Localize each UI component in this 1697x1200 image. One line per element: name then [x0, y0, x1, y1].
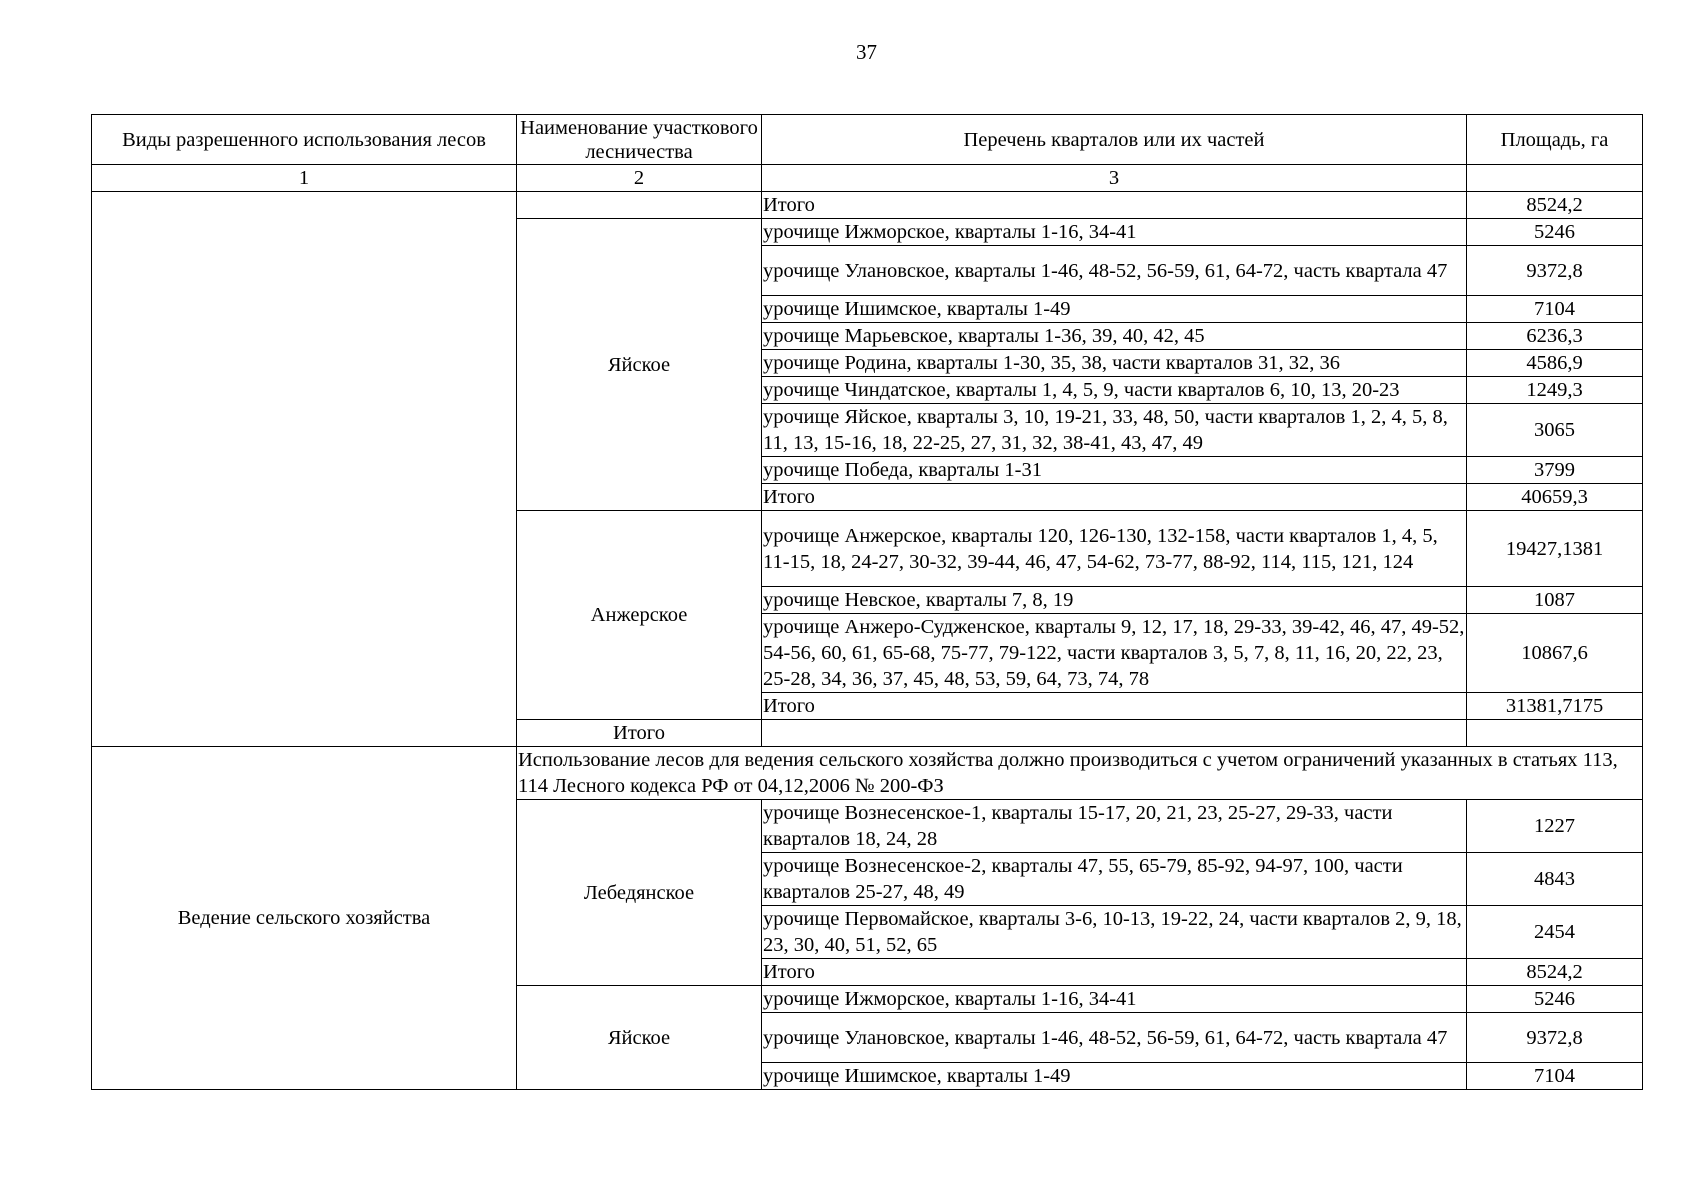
area-cell: 40659,3 [1467, 484, 1643, 511]
area-cell: 1249,3 [1467, 377, 1643, 404]
area-cell: 4843 [1467, 853, 1643, 906]
header-quarters-list: Перечень кварталов или их частей [762, 115, 1467, 165]
column-number: 1 [92, 165, 517, 192]
grand-total-label: Итого [517, 720, 762, 747]
area-cell: 5246 [1467, 219, 1643, 246]
area-cell: 8524,2 [1467, 192, 1643, 219]
area-cell: 7104 [1467, 1063, 1643, 1090]
forestry-name-yaiskoe: Яйское [517, 219, 762, 511]
header-area: Площадь, га [1467, 115, 1643, 165]
quarters-cell-empty [1467, 720, 1643, 747]
quarters-cell: урочище Анжеро-Судженское, кварталы 9, 12, 17, 18, 29-33, 39-42, 46, 47, 49-52, 54-56, 60, 61, 65-68, 75-77, 79-122, части кварталов 3, 5, 7, 8, 11, 16, 20, 22, 23, 25-28, 34, 36, 37, 45, 48, 53, 59, 64, 73, 74, 78 [762, 614, 1467, 693]
quarters-cell: урочище Улановское, кварталы 1-46, 48-52, 56-59, 61, 64-72, часть квартала 47 [762, 1013, 1467, 1063]
use-type-agriculture: Ведение сельского хозяйства [92, 747, 517, 1090]
header-use-type: Виды разрешенного использования лесов [92, 115, 517, 165]
area-cell: 31381,7175 [1467, 693, 1643, 720]
quarters-cell: урочище Невское, кварталы 7, 8, 19 [762, 587, 1467, 614]
area-cell: 9372,8 [1467, 1013, 1643, 1063]
forestry-name-lebedyanskoe: Лебедянское [517, 800, 762, 986]
forest-use-table [91, 114, 1643, 1090]
forestry-cell-empty [762, 720, 1467, 747]
area-cell: 8524,2 [1467, 959, 1643, 986]
area-cell: 9372,8 [1467, 246, 1643, 296]
forestry-name-anzherskoe: Анжерское [517, 511, 762, 720]
area-cell: 2454 [1467, 906, 1643, 959]
quarters-cell: урочище Ижморское, кварталы 1-16, 34-41 [762, 219, 1467, 246]
area-cell: 4586,9 [1467, 350, 1643, 377]
quarters-cell: урочище Вознесенское-1, кварталы 15-17, 20, 21, 23, 25-27, 29-33, части кварталов 18, 24, 28 [762, 800, 1467, 853]
header-forestry-name: Наименование участкового лесничества [517, 115, 762, 165]
forestry-cell-empty [517, 192, 762, 219]
column-number: 2 [517, 165, 762, 192]
area-cell: 3799 [1467, 457, 1643, 484]
area-cell: 1227 [1467, 800, 1643, 853]
area-cell: 5246 [1467, 986, 1643, 1013]
quarters-cell: урочище Чиндатское, кварталы 1, 4, 5, 9, части кварталов 6, 10, 13, 20-23 [762, 377, 1467, 404]
quarters-cell: урочище Ижморское, кварталы 1-16, 34-41 [762, 986, 1467, 1013]
quarters-cell: урочище Ишимское, кварталы 1-49 [762, 296, 1467, 323]
area-cell: 10867,6 [1467, 614, 1643, 693]
column-number: 3 [762, 165, 1467, 192]
area-cell: 7104 [1467, 296, 1643, 323]
quarters-cell: Итого [762, 484, 1467, 511]
quarters-cell: урочище Ишимское, кварталы 1-49 [762, 1063, 1467, 1090]
quarters-cell: Итого [762, 192, 1467, 219]
note-row [92, 747, 1643, 800]
quarters-cell: урочище Улановское, кварталы 1-46, 48-52, 56-59, 61, 64-72, часть квартала 47 [762, 246, 1467, 296]
quarters-cell: урочище Анжерское, кварталы 120, 126-130, 132-158, части кварталов 1, 4, 5, 11-15, 18, 24-27, 30-32, 39-44, 46, 47, 54-62, 73-77, 88-92, 114, 115, 121, 124 [762, 511, 1467, 587]
quarters-cell: урочище Победа, кварталы 1-31 [762, 457, 1467, 484]
quarters-cell: урочище Марьевское, кварталы 1-36, 39, 40, 42, 45 [762, 323, 1467, 350]
quarters-cell: Итого [762, 959, 1467, 986]
column-number-row [92, 165, 1643, 192]
area-cell: 1087 [1467, 587, 1643, 614]
quarters-cell: урочище Яйское, кварталы 3, 10, 19-21, 33, 48, 50, части кварталов 1, 2, 4, 5, 8, 11, 13, 15-16, 18, 22-25, 27, 31, 32, 38-41, 43, 47, 49 [762, 404, 1467, 457]
table-row [92, 192, 1643, 219]
area-cell: 6236,3 [1467, 323, 1643, 350]
quarters-cell: Итого [762, 693, 1467, 720]
table-header-row [92, 115, 1643, 165]
area-cell: 3065 [1467, 404, 1643, 457]
agriculture-note: Использование лесов для ведения сельского хозяйства должно производиться с учетом ограничений указанных в статьях 113, 114 Лесного кодекса РФ от 04,12,2006 № 200-ФЗ [517, 747, 1643, 800]
quarters-cell: урочище Родина, кварталы 1-30, 35, 38, части кварталов 31, 32, 36 [762, 350, 1467, 377]
forestry-name-yaiskoe: Яйское [517, 986, 762, 1090]
page-number: 37 [856, 40, 877, 64]
column-number [1467, 165, 1643, 192]
quarters-cell: урочище Первомайское, кварталы 3-6, 10-13, 19-22, 24, части кварталов 2, 9, 18, 23, 30, 40, 51, 52, 65 [762, 906, 1467, 959]
area-cell: 19427,1381 [1467, 511, 1643, 587]
quarters-cell: урочище Вознесенское-2, кварталы 47, 55, 65-79, 85-92, 94-97, 100, части кварталов 25-27, 48, 49 [762, 853, 1467, 906]
use-type-cell-empty [92, 192, 517, 747]
